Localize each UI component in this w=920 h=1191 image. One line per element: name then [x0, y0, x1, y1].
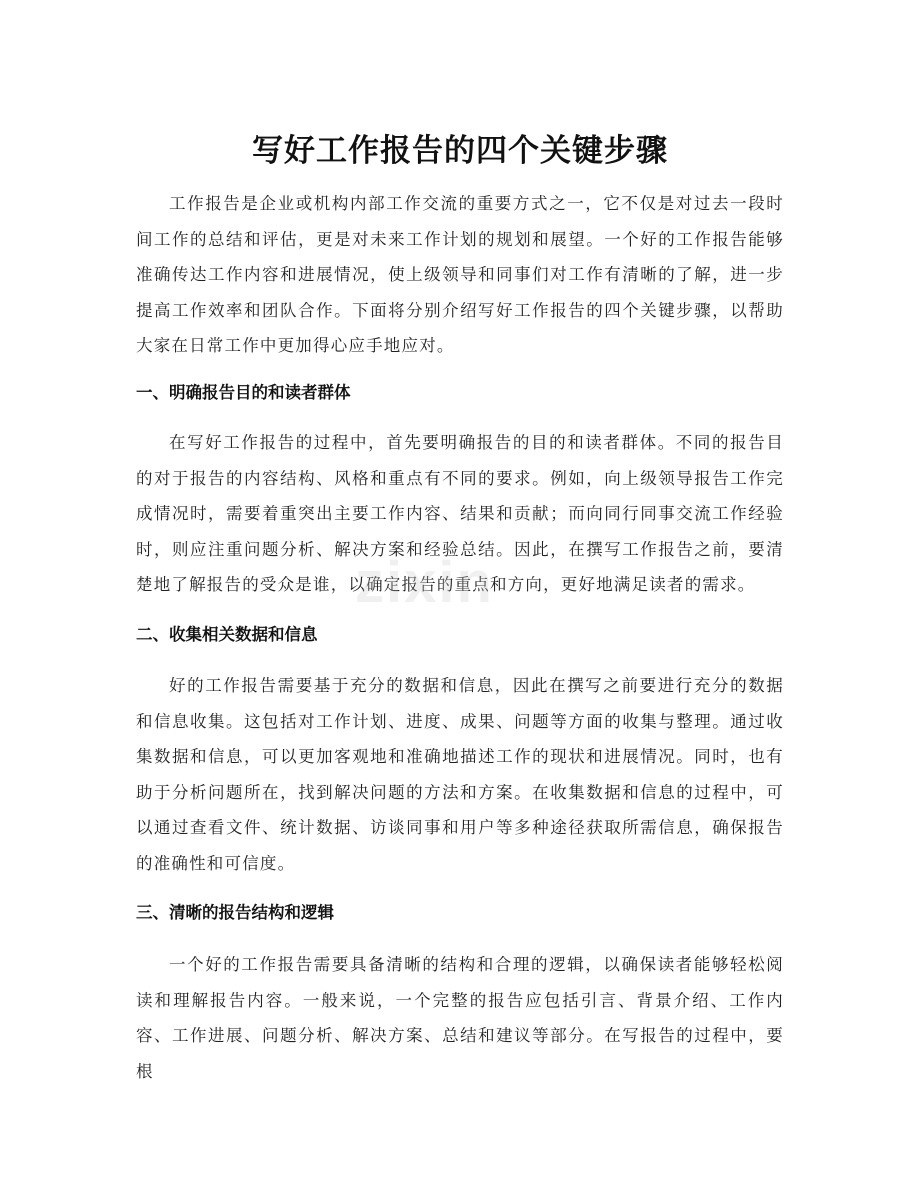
document-title: 写好工作报告的四个关键步骤 [252, 132, 668, 169]
watermark-text: zixin [355, 550, 494, 615]
section-2-paragraph: 好的工作报告需要基于充分的数据和信息，因此在撰写之前要进行充分的数据和信息收集。这包括对工作计划、进度、成果、问题等方面的收集与整理。通过收集数据和信息，可以更加客观地和准确地描述工作的现状和进展情况。同时，也有助于分析问题所在，找到解决问题的方法和方案。在收集数据和信息的过程中，可以通过查看文件、统计数据、访谈同事和用户等多种途径获取所需信息，确保报告的准确性和可信度。 [136, 676, 784, 873]
section-1-heading: 一、明确报告目的和读者群体 [136, 383, 351, 402]
section-2-heading: 二、收集相关数据和信息 [136, 625, 318, 644]
intro-paragraph: 工作报告是企业或机构内部工作交流的重要方式之一，它不仅是对过去一段时间工作的总结和评估，更是对未来工作计划的规划和展望。一个好的工作报告能够准确传达工作内容和进展情况，使上级领导和同事们对工作有清晰的了解，进一步提高工作效率和团队合作。下面将分别介绍写好工作报告的四个关键步骤，以帮助大家在日常工作中更加得心应手地应对。 [136, 194, 784, 355]
section-1-paragraph: 在写好工作报告的过程中，首先要明确报告的目的和读者群体。不同的报告目的对于报告的内容结构、风格和重点有不同的要求。例如，向上级领导报告工作完成情况时，需要着重突出主要工作内容、结果和贡献；而向同行同事交流工作经验时，则应注重问题分析、解决方案和经验总结。因此，在撰写工作报告之前，要清楚地了解报告的受众是谁，以确定报告的重点和方向，更好地满足读者的需求。 [136, 433, 784, 594]
section-3-paragraph: 一个好的工作报告需要具备清晰的结构和合理的逻辑，以确保读者能够轻松阅读和理解报告内容。一般来说，一个完整的报告应包括引言、背景介绍、工作内容、工作进展、问题分析、解决方案、总结和建议等部分。在写报告的过程中，要根 [136, 955, 784, 1081]
section-3-heading: 三、清晰的报告结构和逻辑 [136, 903, 334, 922]
